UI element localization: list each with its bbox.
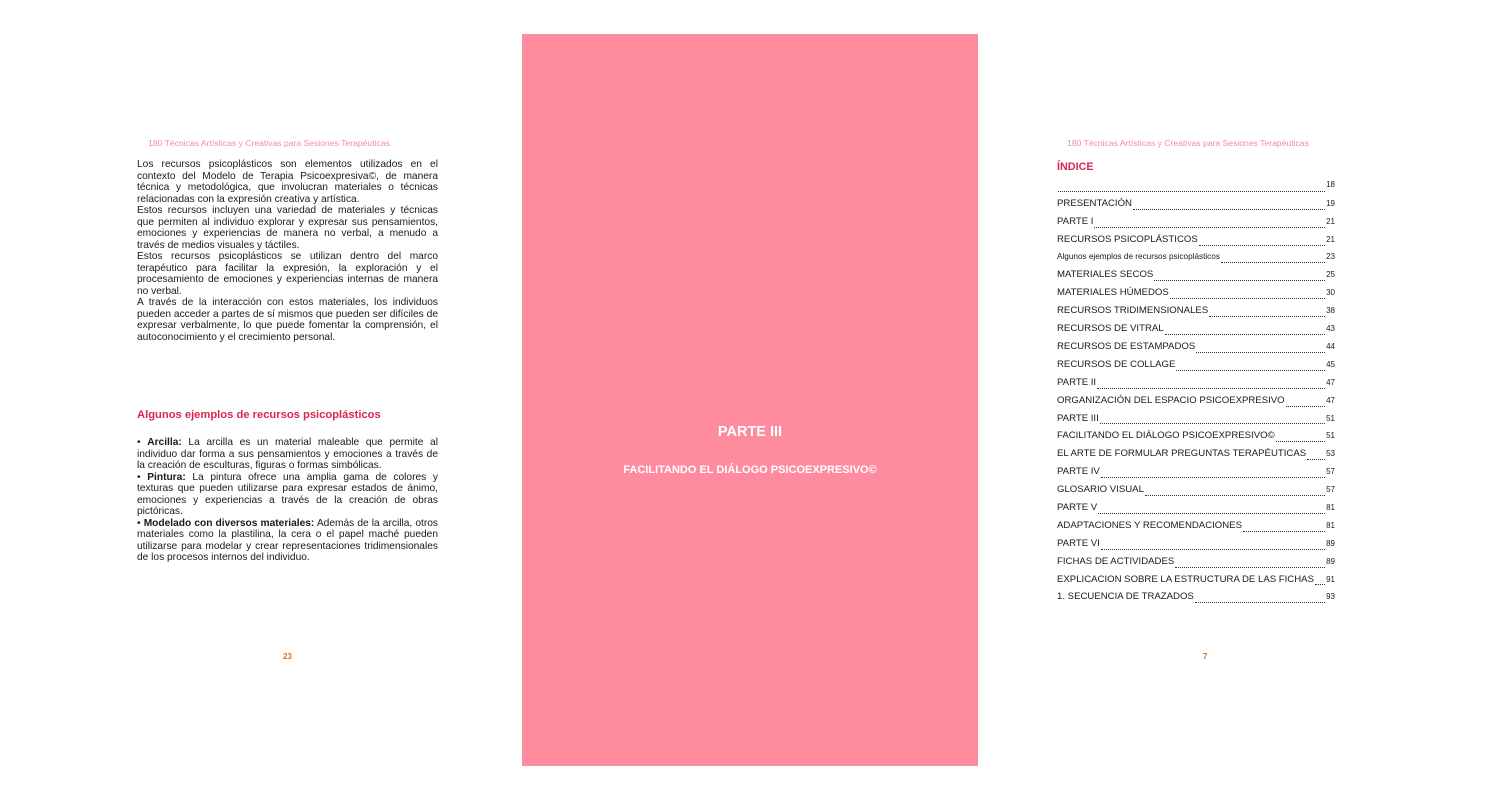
toc-entry-label: EXPLICACION SOBRE LA ESTRUCTURA DE LAS FICHAS — [1057, 573, 1314, 585]
toc-entry[interactable] — [1057, 574, 1335, 592]
toc-leader-dots — [1133, 208, 1325, 210]
running-header: 180 Técnicas Artísticas y Creativas para Sesiones Terapéuticas — [1067, 138, 1309, 148]
toc-entry[interactable] — [1057, 430, 1335, 448]
toc-entry-label: RECURSOS PSICOPLÁSTICOS — [1057, 233, 1198, 245]
toc-entry[interactable] — [1057, 180, 1335, 198]
toc-entry-page: 30 — [1326, 288, 1335, 298]
toc-leader-dots — [1209, 315, 1325, 317]
toc-entry[interactable] — [1057, 234, 1335, 252]
toc-entry-label: Algunos ejemplos de recursos psicoplásticos — [1057, 251, 1220, 261]
toc-leader-dots — [1094, 226, 1325, 228]
toc-leader-dots — [1243, 530, 1325, 532]
toc-entry-page: 23 — [1326, 251, 1335, 261]
toc-entry-page: 25 — [1326, 270, 1335, 280]
toc-entry[interactable] — [1057, 305, 1335, 323]
toc-entry[interactable] — [1057, 269, 1335, 287]
toc-entry[interactable] — [1057, 216, 1335, 234]
toc-entry-page: 18 — [1326, 180, 1335, 189]
page-number: 7 — [1203, 652, 1208, 661]
bullet-text: La pintura ofrece una amplia gama de colores y texturas que pueden utilizarse para expresar estados de ánimo, emociones y experiencias a través de la creación de obras pictóricas. — [137, 471, 438, 517]
toc-entry-label: 1. SECUENCIA DE TRAZADOS — [1057, 591, 1194, 603]
toc-entry[interactable] — [1057, 359, 1335, 377]
toc-entry-page: 47 — [1326, 377, 1335, 387]
toc-entry[interactable] — [1057, 538, 1335, 556]
toc-entry-page: 21 — [1326, 234, 1335, 244]
running-header: 180 Técnicas Artísticas y Creativas para Sesiones Terapéuticas — [148, 138, 390, 148]
toc-leader-dots — [1276, 440, 1325, 442]
toc-entry-label: RECURSOS DE VITRAL — [1057, 323, 1164, 335]
toc-entry[interactable] — [1057, 484, 1335, 502]
toc-entry-label: RECURSOS TRIDIMENSIONALES — [1057, 305, 1209, 317]
toc-leader-dots — [1101, 476, 1325, 478]
toc-leader-dots — [1221, 261, 1325, 263]
toc-entry[interactable] — [1057, 395, 1335, 413]
toc-title: ÍNDICE — [1057, 161, 1094, 173]
toc-entry-page: 43 — [1326, 324, 1335, 334]
paragraph: A través de la interacción con estos materiales, los individuos pueden acceder a partes de sí mismos que pueden ser difíciles de expresar verbalmente, lo que puede fomentar la comprensión, el autoconocimiento y el crecimiento personal. — [137, 297, 438, 343]
toc-entry-page: 47 — [1326, 395, 1335, 405]
toc-entry-label: PARTE III — [1057, 412, 1099, 424]
toc-entry-label: EL ARTE DE FORMULAR PREGUNTAS TERAPÉUTICAS — [1057, 448, 1307, 460]
toc-leader-dots — [1170, 297, 1325, 299]
toc-entry[interactable] — [1057, 323, 1335, 341]
toc-entry[interactable] — [1057, 466, 1335, 484]
toc-entry-label: GLOSARIO VISUAL — [1057, 484, 1144, 496]
bullet-item — [137, 518, 438, 564]
bullet-marker: • — [137, 517, 141, 529]
toc-leader-dots — [1154, 279, 1325, 281]
paragraph: Estos recursos psicoplásticos se utilizan dentro del marco terapéutico para facilitar la expresión, la exploración y el procesamiento de emociones y experiencias internas de manera no verbal. — [137, 251, 438, 297]
toc-entry-label: MATERIALES SECOS — [1057, 269, 1154, 281]
bullet-marker: • — [137, 471, 141, 483]
toc-entry-label: RECURSOS DE COLLAGE — [1057, 358, 1176, 370]
toc-leader-dots — [1145, 494, 1325, 496]
toc-entry-label: MATERIALES HÚMEDOS — [1057, 287, 1169, 299]
toc-leader-dots — [1101, 548, 1325, 550]
paragraph: Los recursos psicoplásticos son elementos utilizados en el contexto del Modelo de Terapia Psicoexpresiva©, de manera técnica y metodológica, que involucran materiales o técnicas relacionadas con la expresión creativa y artística. — [137, 159, 438, 205]
body-text — [137, 159, 438, 343]
bullet-item — [137, 472, 438, 518]
toc-leader-dots — [1307, 458, 1325, 460]
right-page — [980, 0, 1500, 800]
toc-entry-page: 57 — [1326, 485, 1335, 495]
cover-page — [522, 34, 978, 766]
toc-entry-label: ADAPTACIONES Y RECOMENDACIONES — [1057, 519, 1242, 531]
toc-leader-dots — [1100, 422, 1325, 424]
page-number: 23 — [283, 652, 292, 661]
bullet-list — [137, 437, 438, 564]
bullet-term: Pintura: — [147, 471, 186, 483]
toc-entry-label: FACILITANDO EL DIÁLOGO PSICOEXPRESIVO© — [1057, 430, 1275, 442]
bullet-text: Además de la arcilla, otros materiales como la plastilina, la cera o el papel maché pueden utilizarse para modelar y crear representaciones tridimensionales de los procesos internos del individuo. — [137, 517, 438, 563]
bullet-item — [137, 437, 438, 472]
bullet-term: Arcilla: — [147, 437, 182, 448]
toc-entry[interactable] — [1057, 591, 1335, 609]
toc-entry-page: 45 — [1326, 359, 1335, 369]
toc-entry-page: 51 — [1326, 413, 1335, 423]
toc-leader-dots — [1058, 190, 1325, 192]
toc-leader-dots — [1165, 333, 1325, 335]
toc-entry-page: 51 — [1326, 431, 1335, 441]
toc-entry-label: PARTE V — [1057, 502, 1098, 514]
bullet-term: Modelado con diversos materiales: — [143, 517, 315, 529]
toc-entry-page: 81 — [1326, 520, 1335, 530]
toc-entry-page: 89 — [1326, 556, 1335, 566]
toc-entry[interactable] — [1057, 252, 1335, 270]
toc-leader-dots — [1176, 369, 1325, 371]
toc-leader-dots — [1196, 351, 1325, 353]
toc-entry-page: 53 — [1326, 449, 1335, 459]
toc-leader-dots — [1199, 244, 1325, 246]
toc-entry-label: PARTE II — [1057, 376, 1097, 388]
toc-entry[interactable] — [1057, 377, 1335, 395]
toc-entry-page: 38 — [1326, 306, 1335, 316]
toc-entry-label: PARTE I — [1057, 215, 1094, 227]
toc-leader-dots — [1097, 387, 1325, 389]
bullet-marker: • — [137, 437, 141, 448]
toc-entry-label: ORGANIZACIÓN DEL ESPACIO PSICOEXPRESIVO — [1057, 394, 1285, 406]
toc-leader-dots — [1315, 583, 1325, 585]
toc-leader-dots — [1098, 512, 1325, 514]
toc-entry-label: PARTE VI — [1057, 537, 1100, 549]
toc-entry-page: 81 — [1326, 503, 1335, 513]
toc-entry-page: 57 — [1326, 467, 1335, 477]
toc-leader-dots — [1286, 405, 1325, 407]
cover-title: PARTE III — [717, 424, 783, 440]
toc-entry-label: PARTE IV — [1057, 466, 1100, 478]
toc-leader-dots — [1175, 566, 1325, 568]
bullet-text: La arcilla es un material maleable que permite al individuo dar forma a sus pensamientos y emociones a través de la creación de esculturas, figuras o formas simbólicas. — [137, 437, 438, 471]
cover-subtitle: FACILITANDO EL DIÁLOGO PSICOEXPRESIVO© — [623, 464, 877, 476]
toc-entry[interactable] — [1057, 502, 1335, 520]
table-of-contents — [1057, 180, 1335, 609]
toc-entry-page: 91 — [1326, 574, 1335, 584]
toc-entry[interactable] — [1057, 413, 1335, 431]
toc-entry[interactable] — [1057, 520, 1335, 538]
toc-entry[interactable] — [1057, 287, 1335, 305]
toc-entry-label: PRESENTACIÓN — [1057, 197, 1132, 209]
toc-entry-page: 19 — [1326, 198, 1335, 208]
section-heading: Algunos ejemplos de recursos psicoplásticos — [137, 409, 381, 421]
toc-entry-label: RECURSOS DE ESTAMPADOS — [1057, 341, 1196, 353]
left-page — [0, 0, 520, 800]
toc-entry-label: FICHAS DE ACTIVIDADES — [1057, 555, 1175, 567]
toc-entry-page: 89 — [1326, 538, 1335, 548]
toc-entry[interactable] — [1057, 556, 1335, 574]
toc-leader-dots — [1195, 601, 1325, 603]
toc-entry[interactable] — [1057, 198, 1335, 216]
toc-entry[interactable] — [1057, 341, 1335, 359]
toc-entry-page: 44 — [1326, 342, 1335, 352]
toc-entry-page: 21 — [1326, 216, 1335, 226]
toc-entry[interactable] — [1057, 448, 1335, 466]
toc-entry-page: 93 — [1326, 592, 1335, 602]
paragraph: Estos recursos incluyen una variedad de materiales y técnicas que permiten al individuo explorar y expresar sus pensamientos, emociones y experiencias de manera no verbal, a menudo a través de medios visuales y táctiles. — [137, 205, 438, 251]
